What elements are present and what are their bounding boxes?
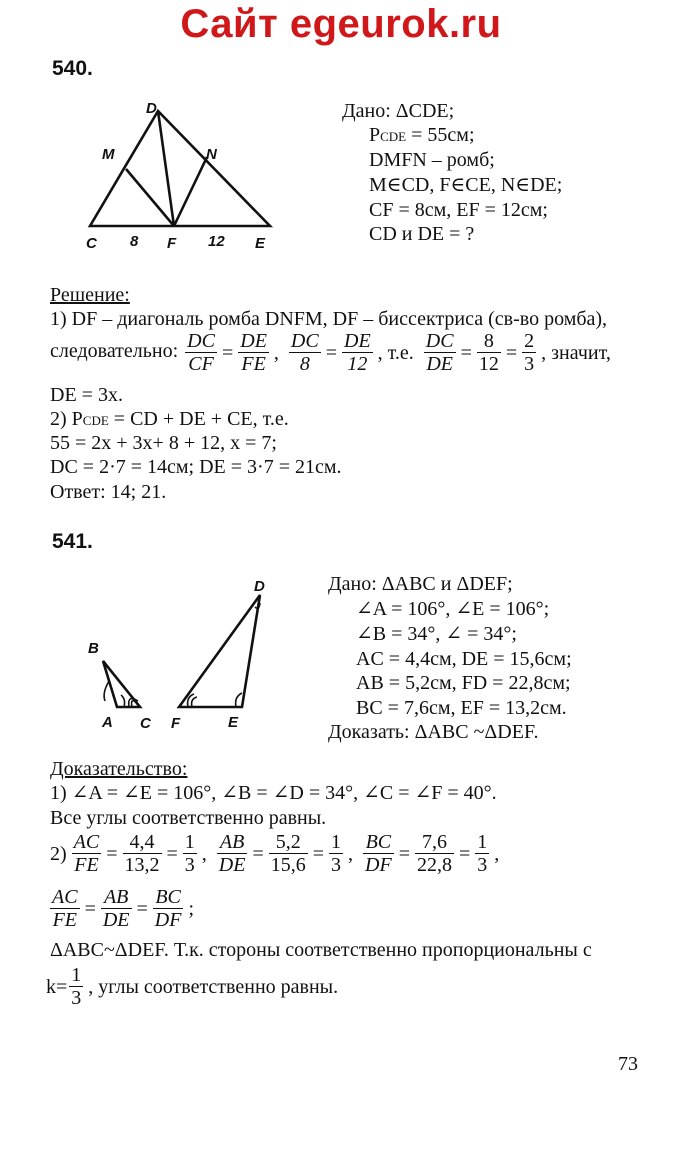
label-541-a: A [102,714,113,731]
conclusion-line2: k= $\frac{1}{3}$ , углы соответственно равны. [46,964,339,1009]
label-540-e: E [255,235,266,252]
label-541-e: E [228,714,239,731]
figure-540 [80,95,290,260]
label-541-c: C [140,715,151,732]
solution-line4: 2) PCDE = CD + DE + CE, т.е. [50,408,289,430]
given-540-line5: CF = 8см, EF = 12см; [369,199,548,221]
given-541-line2: ∠A = 106°, ∠E = 106°; [356,598,550,620]
label-540-c: C [86,235,97,252]
given-541-line5: AB = 5,2см, FD = 22,8см; [356,672,571,694]
given-540-line2: PCDE = 55см; [369,124,475,146]
label-540-cf: 8 [130,233,139,250]
label-541-f: F [171,715,181,732]
label-540-d: D [146,100,157,117]
given-540-line1: Дано: ΔCDE; [342,100,455,122]
given-541-line6: BC = 7,6см, EF = 13,2см. [356,697,567,719]
arc-angle-a [121,695,125,707]
figure-541 [80,573,290,738]
rhombus-side-nf [174,157,207,226]
solution-line5: 55 = 2x + 3x+ 8 + 12, x = 7; [50,432,277,454]
triangle-cde [90,111,270,226]
answer-540: Ответ: 14; 21. [50,481,167,503]
proof-ratios: 2) $\frac{AC}{FE}$ = $\frac{4,4}{13,2}$ = $\frac{1}{3}$ , $\frac{AB}{DE}$ = $\frac{5,2}{15,6}$ = $\frac{1}{3}$ , $\frac{BC}{DF}$ = $\frac{7,6}{22,8}$ = $\frac{1}{3}$ , [50,831,500,876]
solution-line3: DE = 3x. [50,384,123,406]
label-540-f: F [167,235,177,252]
prove-541: Доказать: ΔABC ~ΔDEF. [328,721,539,743]
label-541-b: B [88,640,99,657]
label-540-fe: 12 [208,233,225,250]
triangle-abc [103,661,140,707]
proof-line2: Все углы соответственно равны. [50,807,327,829]
problem-541-number: 541. [52,530,93,553]
arc-angle-b [104,681,109,701]
triangle-def [179,595,260,707]
solution-title: Решение: [50,284,130,306]
given-541-line3: ∠B = 34°, ∠ = 34°; [356,623,517,645]
proof-title: Доказательство: [50,758,188,780]
conclusion-line1: ΔABC~ΔDEF. Т.к. стороны соответственно пропорциональны с [50,939,592,961]
label-540-m: M [102,146,115,163]
solution-line1: 1) DF – диагональ ромба DNFM, DF – биссектриса (св-во ромба), [50,308,608,330]
given-540-line6: CD и DE = ? [369,223,475,245]
solution-line2: следовательно: $\frac{DC}{CF}$ = $\frac{DE}{FE}$ , $\frac{DC}{8}$ = $\frac{DE}{12}$ , т.е. $\frac{DC}{DE}$ = $\frac{8}{12}$ = $\frac{2}{3}$ , значит, [50,330,611,375]
given-540-line4: M∈CD, F∈CE, N∈DE; [369,174,563,196]
solution-line6: DC = 2·7 = 14см; DE = 3·7 = 21см. [50,456,342,478]
given-540-line3: DMFN – ромб; [369,149,495,171]
given-541-line4: AC = 4,4см, DE = 15,6см; [356,648,572,670]
label-541-d: D [254,578,265,595]
page-number: 73 [618,1053,638,1075]
site-title: Сайт egeurok.ru [180,2,502,46]
proof-line1: 1) ∠A = ∠E = 106°, ∠B = ∠D = 34°, ∠C = ∠F = 40°. [50,782,497,804]
arc-angle-f-2 [192,697,197,707]
label-540-n: N [206,146,217,163]
given-541-line1: Дано: ΔABC и ΔDEF; [328,573,513,595]
problem-540-number: 540. [52,57,93,80]
proof-equal-ratios: $\frac{AC}{FE}$ = $\frac{AB}{DE}$ = $\frac{BC}{DF}$ ; [52,886,195,931]
